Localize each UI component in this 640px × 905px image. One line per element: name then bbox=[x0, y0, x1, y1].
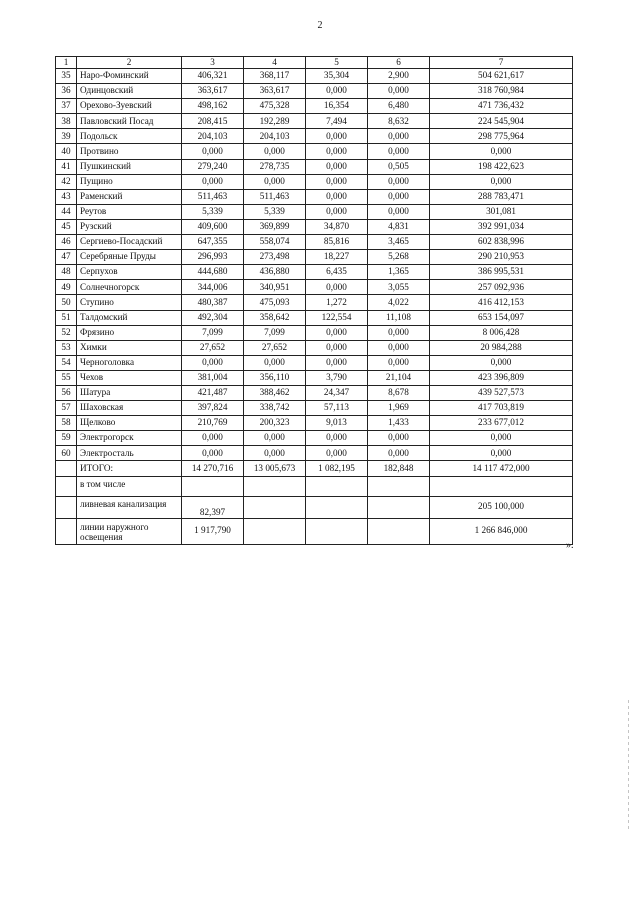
row-cell-name: Ступино bbox=[77, 295, 182, 310]
row-cell-no: 56 bbox=[56, 385, 77, 400]
column-header: 3 bbox=[182, 57, 244, 69]
storm-sewer-c3: 82,397 bbox=[182, 496, 244, 518]
row-cell-name: Пущино bbox=[77, 174, 182, 189]
row-cell-c4: 5,339 bbox=[244, 204, 306, 219]
table-row bbox=[56, 310, 573, 325]
row-cell-c6: 3,465 bbox=[368, 235, 430, 250]
row-cell-c6: 21,104 bbox=[368, 370, 430, 385]
row-cell-no: 47 bbox=[56, 250, 77, 265]
row-cell-c7: 288 783,471 bbox=[430, 189, 573, 204]
row-cell-no: 49 bbox=[56, 280, 77, 295]
row-cell-name: Рузский bbox=[77, 219, 182, 234]
total-c3: 14 270,716 bbox=[182, 461, 244, 476]
row-cell-c5: 24,347 bbox=[306, 385, 368, 400]
row-cell-c5: 1,272 bbox=[306, 295, 368, 310]
row-cell-c4: 338,742 bbox=[244, 401, 306, 416]
row-cell-c4: 0,000 bbox=[244, 431, 306, 446]
row-cell-c7: 0,000 bbox=[430, 431, 573, 446]
row-cell-c7: 20 984,288 bbox=[430, 340, 573, 355]
column-header: 6 bbox=[368, 57, 430, 69]
row-cell-c4: 369,899 bbox=[244, 219, 306, 234]
row-cell-c4: 436,880 bbox=[244, 265, 306, 280]
table-row bbox=[56, 401, 573, 416]
table-row bbox=[56, 159, 573, 174]
row-cell-c6: 6,480 bbox=[368, 99, 430, 114]
row-cell-c5: 0,000 bbox=[306, 189, 368, 204]
row-cell-c4: 340,951 bbox=[244, 280, 306, 295]
row-cell-c5: 0,000 bbox=[306, 431, 368, 446]
table-row bbox=[56, 144, 573, 159]
row-cell-c4: 388,462 bbox=[244, 385, 306, 400]
row-cell-c6: 0,000 bbox=[368, 446, 430, 461]
row-cell-no: 37 bbox=[56, 99, 77, 114]
row-cell-c6: 3,055 bbox=[368, 280, 430, 295]
total-c4: 13 005,673 bbox=[244, 461, 306, 476]
row-cell-name: Орехово-Зуевский bbox=[77, 99, 182, 114]
row-cell-c5: 3,790 bbox=[306, 370, 368, 385]
row-cell-no: 57 bbox=[56, 401, 77, 416]
row-cell-c5: 34,870 bbox=[306, 219, 368, 234]
row-cell-c6: 0,000 bbox=[368, 340, 430, 355]
row-cell-c6: 1,969 bbox=[368, 401, 430, 416]
row-cell-no: 59 bbox=[56, 431, 77, 446]
storm-sewer-row bbox=[56, 496, 573, 518]
row-cell-c7: 233 677,012 bbox=[430, 416, 573, 431]
table-row bbox=[56, 385, 573, 400]
row-cell-c7: 602 838,996 bbox=[430, 235, 573, 250]
row-cell-no: 35 bbox=[56, 69, 77, 84]
row-cell-c3: 421,487 bbox=[182, 385, 244, 400]
row-cell-c3: 498,162 bbox=[182, 99, 244, 114]
row-cell-name: Пушкинский bbox=[77, 159, 182, 174]
row-cell-c4: 558,074 bbox=[244, 235, 306, 250]
row-cell-c4: 363,617 bbox=[244, 84, 306, 99]
row-cell-c5: 0,000 bbox=[306, 144, 368, 159]
table-body bbox=[56, 69, 573, 545]
row-cell-no: 50 bbox=[56, 295, 77, 310]
row-cell-c5: 0,000 bbox=[306, 174, 368, 189]
row-cell-c7: 0,000 bbox=[430, 446, 573, 461]
row-cell-c3: 7,099 bbox=[182, 325, 244, 340]
row-cell-c7: 298 775,964 bbox=[430, 129, 573, 144]
row-cell-no: 43 bbox=[56, 189, 77, 204]
column-header-row bbox=[56, 57, 573, 69]
row-cell-c4: 0,000 bbox=[244, 144, 306, 159]
row-cell-no: 40 bbox=[56, 144, 77, 159]
street-lighting-c3: 1 917,790 bbox=[182, 518, 244, 544]
row-cell-c6: 5,268 bbox=[368, 250, 430, 265]
table-row bbox=[56, 416, 573, 431]
row-cell-c4: 368,117 bbox=[244, 69, 306, 84]
row-cell-no: 46 bbox=[56, 235, 77, 250]
row-cell-c5: 35,304 bbox=[306, 69, 368, 84]
row-cell-c6: 2,900 bbox=[368, 69, 430, 84]
row-cell-c4: 475,328 bbox=[244, 99, 306, 114]
row-cell-name: Электросталь bbox=[77, 446, 182, 461]
row-cell-c5: 0,000 bbox=[306, 355, 368, 370]
row-cell-c5: 9,013 bbox=[306, 416, 368, 431]
row-cell-name: Сергиево-Посадский bbox=[77, 235, 182, 250]
street-lighting-label: линии наружного освещения bbox=[77, 518, 182, 544]
scan-margin-line bbox=[628, 700, 629, 830]
table-row bbox=[56, 69, 573, 84]
row-cell-no: 41 bbox=[56, 159, 77, 174]
table-row bbox=[56, 446, 573, 461]
storm-sewer-c7: 205 100,000 bbox=[430, 496, 573, 518]
row-cell-no: 52 bbox=[56, 325, 77, 340]
table-row bbox=[56, 189, 573, 204]
table-row bbox=[56, 265, 573, 280]
row-cell-name: Щелково bbox=[77, 416, 182, 431]
row-cell-c4: 7,099 bbox=[244, 325, 306, 340]
row-cell-c3: 344,006 bbox=[182, 280, 244, 295]
row-cell-c3: 444,680 bbox=[182, 265, 244, 280]
column-header: 1 bbox=[56, 57, 77, 69]
row-cell-c6: 0,000 bbox=[368, 355, 430, 370]
including-label: в том числе bbox=[77, 476, 182, 496]
row-cell-c4: 0,000 bbox=[244, 174, 306, 189]
row-cell-c7: 0,000 bbox=[430, 144, 573, 159]
table-row bbox=[56, 174, 573, 189]
row-cell-no: 51 bbox=[56, 310, 77, 325]
row-cell-c7: 471 736,432 bbox=[430, 99, 573, 114]
row-cell-c6: 0,000 bbox=[368, 84, 430, 99]
table-row bbox=[56, 114, 573, 129]
row-cell-c6: 1,365 bbox=[368, 265, 430, 280]
table-row bbox=[56, 235, 573, 250]
row-cell-c3: 204,103 bbox=[182, 129, 244, 144]
row-cell-name: Протвино bbox=[77, 144, 182, 159]
row-cell-c6: 0,000 bbox=[368, 144, 430, 159]
row-cell-c3: 0,000 bbox=[182, 446, 244, 461]
row-cell-c5: 0,000 bbox=[306, 84, 368, 99]
total-c6: 182,848 bbox=[368, 461, 430, 476]
row-cell-c5: 0,000 bbox=[306, 129, 368, 144]
total-c5: 1 082,195 bbox=[306, 461, 368, 476]
row-cell-c6: 4,831 bbox=[368, 219, 430, 234]
total-c7: 14 117 472,000 bbox=[430, 461, 573, 476]
row-cell-c3: 0,000 bbox=[182, 174, 244, 189]
table-row bbox=[56, 431, 573, 446]
row-cell-c3: 409,600 bbox=[182, 219, 244, 234]
row-cell-c7: 198 422,623 bbox=[430, 159, 573, 174]
row-cell-c3: 363,617 bbox=[182, 84, 244, 99]
row-cell-c7: 8 006,428 bbox=[430, 325, 573, 340]
row-cell-c5: 0,000 bbox=[306, 159, 368, 174]
row-cell-c3: 0,000 bbox=[182, 431, 244, 446]
row-cell-no: 39 bbox=[56, 129, 77, 144]
row-cell-c6: 0,505 bbox=[368, 159, 430, 174]
row-cell-name: Химки bbox=[77, 340, 182, 355]
row-cell-c7: 653 154,097 bbox=[430, 310, 573, 325]
row-cell-c4: 358,642 bbox=[244, 310, 306, 325]
row-cell-c4: 204,103 bbox=[244, 129, 306, 144]
row-cell-c4: 278,735 bbox=[244, 159, 306, 174]
table-row bbox=[56, 204, 573, 219]
table-row bbox=[56, 340, 573, 355]
total-row bbox=[56, 461, 573, 476]
row-cell-c6: 0,000 bbox=[368, 431, 430, 446]
total-label: ИТОГО: bbox=[77, 461, 182, 476]
row-cell-c6: 11,108 bbox=[368, 310, 430, 325]
row-cell-c3: 381,004 bbox=[182, 370, 244, 385]
row-cell-c5: 57,113 bbox=[306, 401, 368, 416]
row-cell-c7: 257 092,936 bbox=[430, 280, 573, 295]
storm-sewer-label: ливневая канализация bbox=[77, 496, 182, 518]
row-cell-name: Черноголовка bbox=[77, 355, 182, 370]
row-cell-c6: 0,000 bbox=[368, 204, 430, 219]
row-cell-no: 60 bbox=[56, 446, 77, 461]
closing-quote-mark: ». bbox=[566, 540, 574, 551]
row-cell-no: 55 bbox=[56, 370, 77, 385]
table-row bbox=[56, 219, 573, 234]
row-cell-no: 54 bbox=[56, 355, 77, 370]
row-cell-c7: 301,081 bbox=[430, 204, 573, 219]
including-row bbox=[56, 476, 573, 496]
row-cell-c3: 27,652 bbox=[182, 340, 244, 355]
row-cell-c6: 1,433 bbox=[368, 416, 430, 431]
table-row bbox=[56, 99, 573, 114]
row-cell-c5: 0,000 bbox=[306, 446, 368, 461]
row-cell-name: Реутов bbox=[77, 204, 182, 219]
row-cell-name: Солнечногорск bbox=[77, 280, 182, 295]
row-cell-c4: 200,323 bbox=[244, 416, 306, 431]
table-row bbox=[56, 355, 573, 370]
row-cell-name: Талдомский bbox=[77, 310, 182, 325]
row-cell-c6: 4,022 bbox=[368, 295, 430, 310]
row-cell-no: 44 bbox=[56, 204, 77, 219]
row-cell-c6: 0,000 bbox=[368, 129, 430, 144]
row-cell-name: Шаховская bbox=[77, 401, 182, 416]
row-cell-c3: 397,824 bbox=[182, 401, 244, 416]
row-cell-name: Серпухов bbox=[77, 265, 182, 280]
row-cell-c3: 480,387 bbox=[182, 295, 244, 310]
row-cell-c7: 416 412,153 bbox=[430, 295, 573, 310]
row-cell-name: Павловский Посад bbox=[77, 114, 182, 129]
row-cell-no: 48 bbox=[56, 265, 77, 280]
row-cell-name: Наро-Фоминский bbox=[77, 69, 182, 84]
row-cell-name: Шатура bbox=[77, 385, 182, 400]
row-cell-name: Электрогорск bbox=[77, 431, 182, 446]
row-cell-c3: 492,304 bbox=[182, 310, 244, 325]
row-cell-name: Серебряные Пруды bbox=[77, 250, 182, 265]
row-cell-c5: 16,354 bbox=[306, 99, 368, 114]
row-cell-no: 53 bbox=[56, 340, 77, 355]
row-cell-c6: 0,000 bbox=[368, 325, 430, 340]
row-cell-c5: 85,816 bbox=[306, 235, 368, 250]
row-cell-c3: 210,769 bbox=[182, 416, 244, 431]
row-cell-c5: 0,000 bbox=[306, 204, 368, 219]
row-cell-name: Чехов bbox=[77, 370, 182, 385]
row-cell-name: Фрязино bbox=[77, 325, 182, 340]
table-row bbox=[56, 84, 573, 99]
row-cell-c4: 0,000 bbox=[244, 446, 306, 461]
row-cell-c4: 475,093 bbox=[244, 295, 306, 310]
row-cell-name: Подольск bbox=[77, 129, 182, 144]
row-cell-c5: 0,000 bbox=[306, 325, 368, 340]
row-cell-c5: 6,435 bbox=[306, 265, 368, 280]
row-cell-c7: 504 621,617 bbox=[430, 69, 573, 84]
row-cell-c3: 296,993 bbox=[182, 250, 244, 265]
row-cell-no: 36 bbox=[56, 84, 77, 99]
row-cell-c7: 0,000 bbox=[430, 174, 573, 189]
data-table bbox=[55, 56, 573, 545]
row-cell-c3: 406,321 bbox=[182, 69, 244, 84]
row-cell-no: 58 bbox=[56, 416, 77, 431]
row-cell-c7: 290 210,953 bbox=[430, 250, 573, 265]
column-header: 7 bbox=[430, 57, 573, 69]
row-cell-no: 45 bbox=[56, 219, 77, 234]
table-row bbox=[56, 280, 573, 295]
column-header: 5 bbox=[306, 57, 368, 69]
row-cell-c7: 386 995,531 bbox=[430, 265, 573, 280]
street-lighting-c7: 1 266 846,000 bbox=[430, 518, 573, 544]
row-cell-c6: 8,678 bbox=[368, 385, 430, 400]
row-cell-c3: 0,000 bbox=[182, 144, 244, 159]
row-cell-c3: 0,000 bbox=[182, 355, 244, 370]
row-cell-no: 38 bbox=[56, 114, 77, 129]
row-cell-c6: 8,632 bbox=[368, 114, 430, 129]
row-cell-c4: 356,110 bbox=[244, 370, 306, 385]
row-cell-c6: 0,000 bbox=[368, 189, 430, 204]
street-lighting-row bbox=[56, 518, 573, 544]
table-row bbox=[56, 250, 573, 265]
row-cell-c3: 511,463 bbox=[182, 189, 244, 204]
row-cell-c4: 0,000 bbox=[244, 355, 306, 370]
total-no-cell bbox=[56, 461, 77, 476]
row-cell-name: Одинцовский bbox=[77, 84, 182, 99]
row-cell-c6: 0,000 bbox=[368, 174, 430, 189]
row-cell-c4: 192,289 bbox=[244, 114, 306, 129]
row-cell-c7: 423 396,809 bbox=[430, 370, 573, 385]
row-cell-c7: 392 991,034 bbox=[430, 219, 573, 234]
table-row bbox=[56, 370, 573, 385]
column-header: 4 bbox=[244, 57, 306, 69]
row-cell-c5: 0,000 bbox=[306, 340, 368, 355]
row-cell-c5: 7,494 bbox=[306, 114, 368, 129]
row-cell-c7: 439 527,573 bbox=[430, 385, 573, 400]
row-cell-c5: 122,554 bbox=[306, 310, 368, 325]
row-cell-c4: 511,463 bbox=[244, 189, 306, 204]
row-cell-c7: 417 703,819 bbox=[430, 401, 573, 416]
column-header: 2 bbox=[77, 57, 182, 69]
row-cell-name: Раменский bbox=[77, 189, 182, 204]
row-cell-c4: 27,652 bbox=[244, 340, 306, 355]
table-row bbox=[56, 295, 573, 310]
row-cell-c7: 318 760,984 bbox=[430, 84, 573, 99]
row-cell-c7: 0,000 bbox=[430, 355, 573, 370]
table-row bbox=[56, 129, 573, 144]
row-cell-c7: 224 545,904 bbox=[430, 114, 573, 129]
table-row bbox=[56, 325, 573, 340]
row-cell-no: 42 bbox=[56, 174, 77, 189]
row-cell-c5: 18,227 bbox=[306, 250, 368, 265]
row-cell-c3: 279,240 bbox=[182, 159, 244, 174]
row-cell-c3: 647,355 bbox=[182, 235, 244, 250]
row-cell-c5: 0,000 bbox=[306, 280, 368, 295]
row-cell-c3: 5,339 bbox=[182, 204, 244, 219]
row-cell-c3: 208,415 bbox=[182, 114, 244, 129]
row-cell-c4: 273,498 bbox=[244, 250, 306, 265]
page-number: 2 bbox=[317, 20, 323, 31]
